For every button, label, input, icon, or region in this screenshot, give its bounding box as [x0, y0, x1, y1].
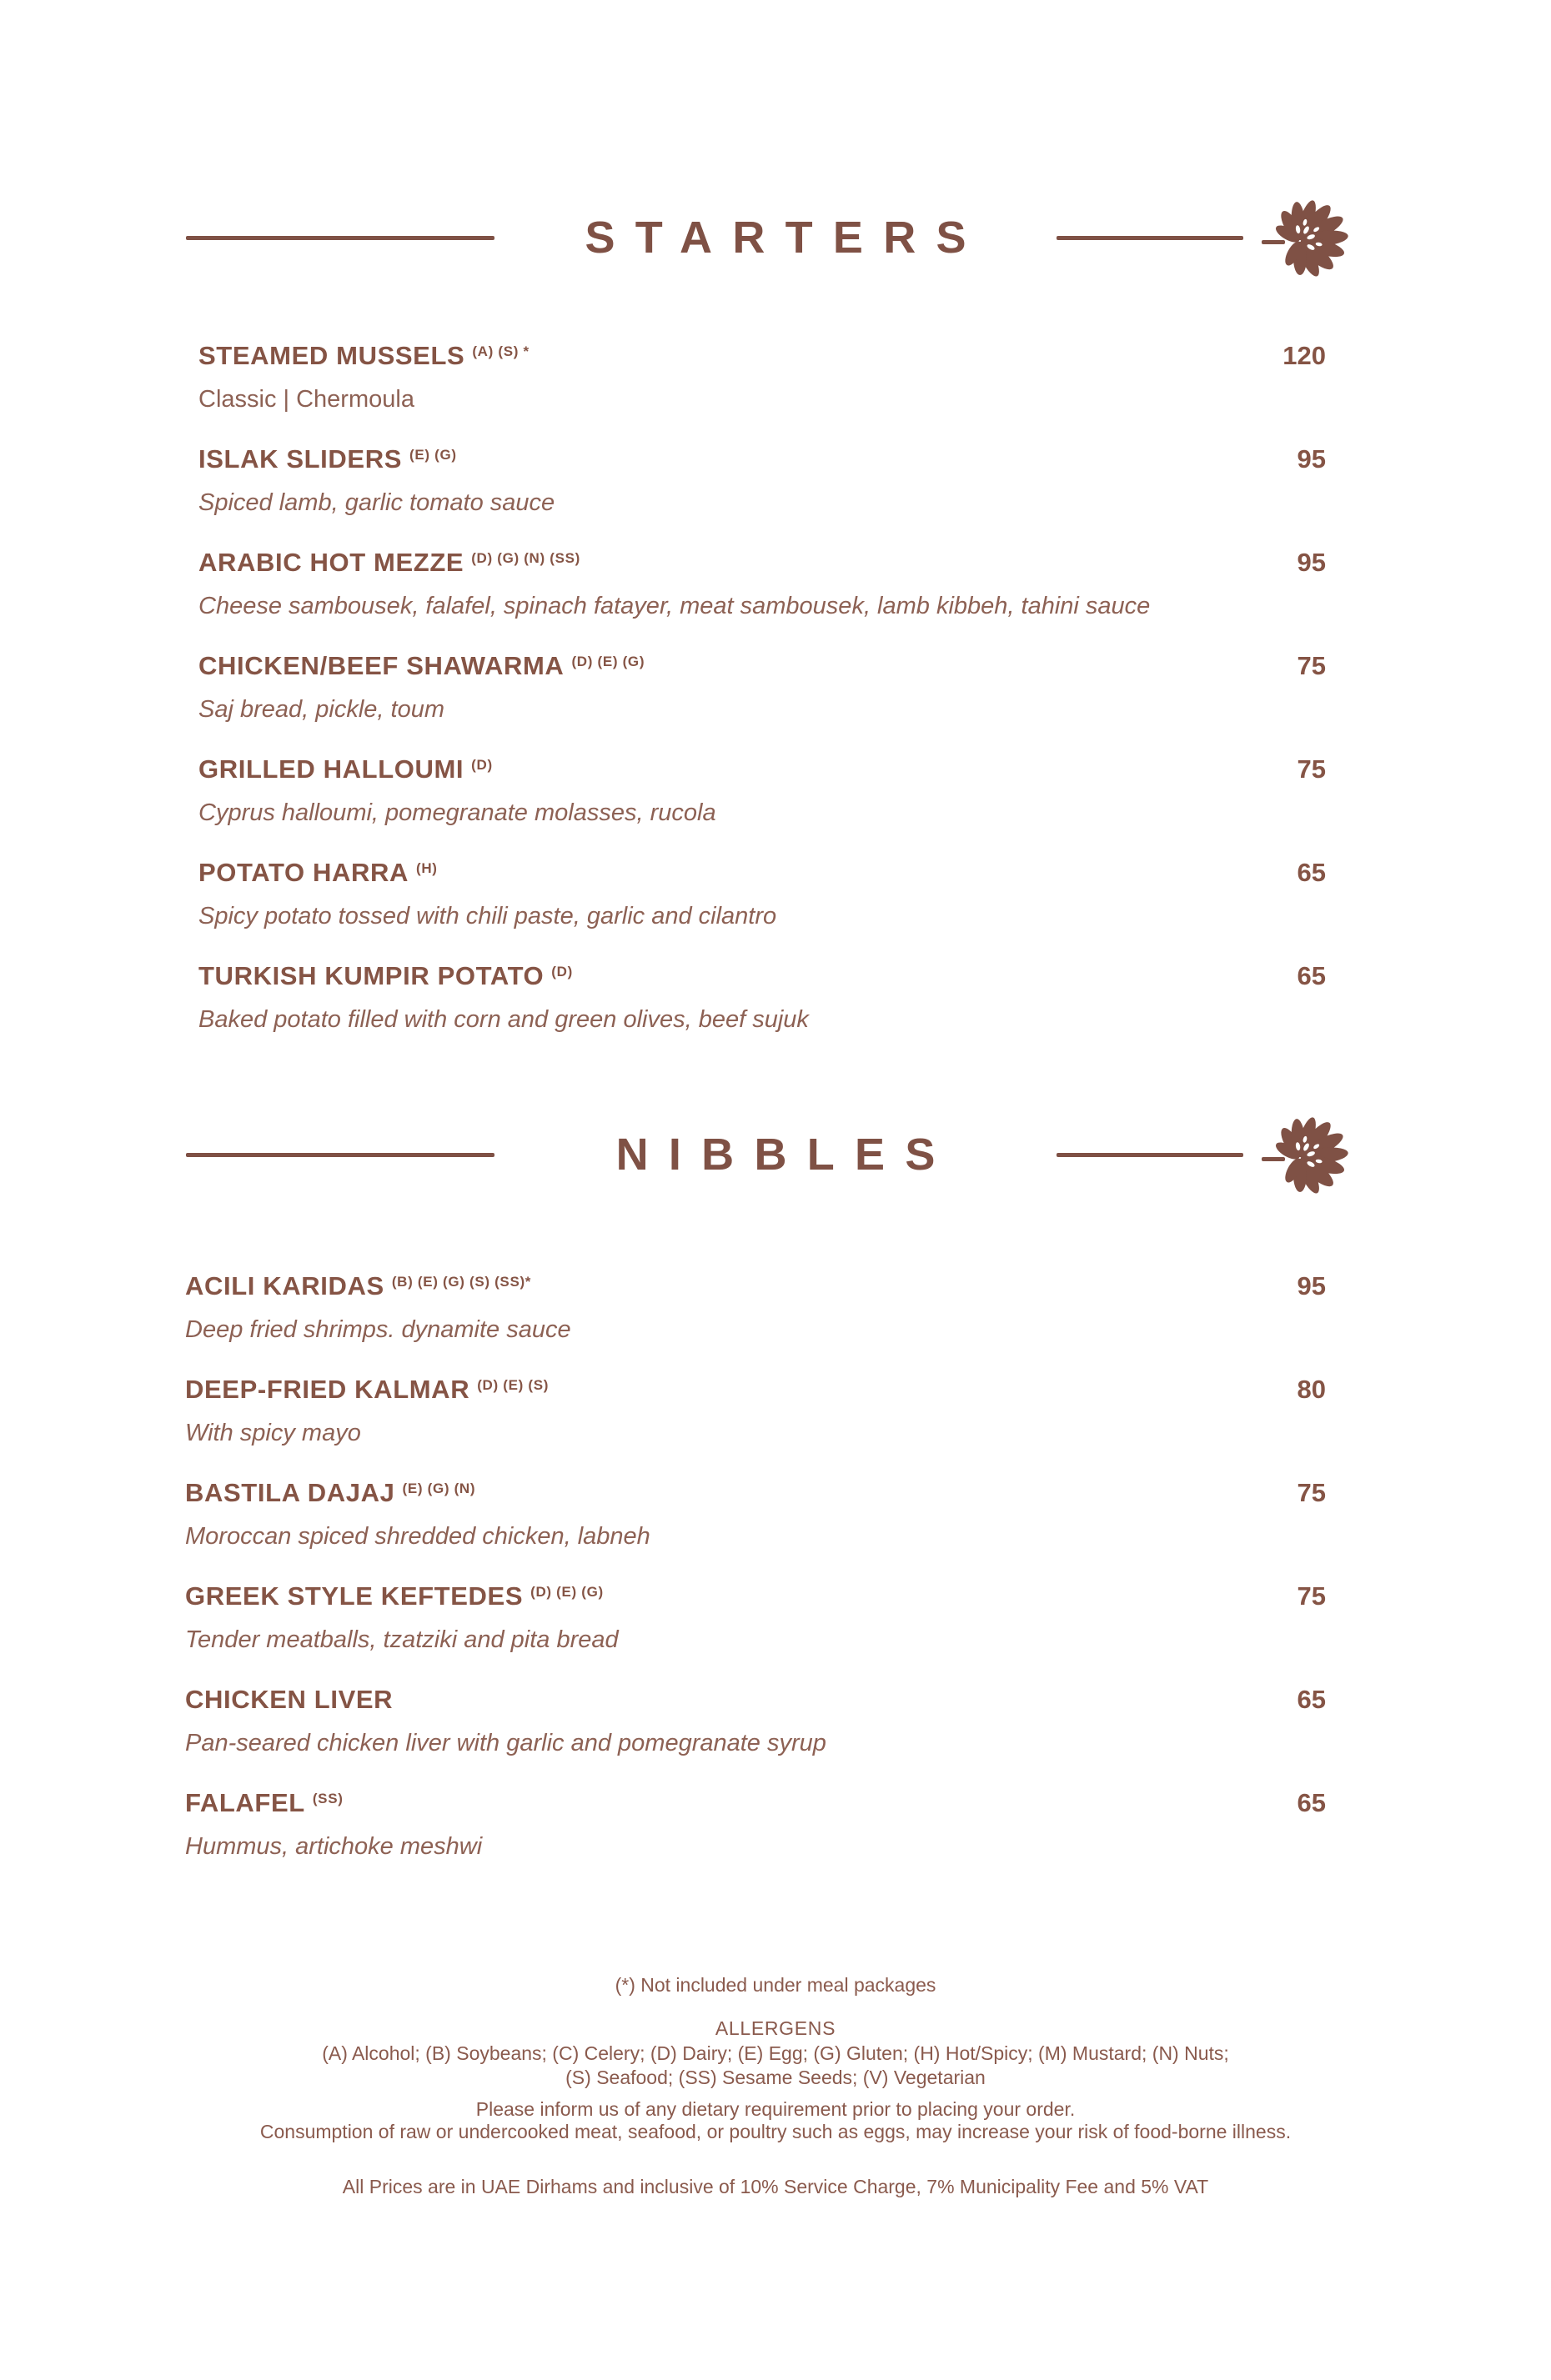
item-description: Spicy potato tossed with chili paste, garlic and cilantro	[198, 903, 777, 929]
menu-page	[0, 188, 1551, 2380]
item-price: 65	[1297, 1685, 1326, 1714]
item-name: POTATO HARRA $^{(H)}$	[198, 858, 438, 887]
menu-item	[185, 1788, 1326, 1861]
allergen-codes: (E) (G)	[409, 447, 457, 463]
item-description: Saj bread, pickle, toum	[198, 696, 444, 723]
allergen-legend-line-1: (A) Alcohol; (B) Soybeans; (C) Celery; (D) Dairy; (E) Egg; (G) Gluten; (H) Hot/Spicy; (M) Mustard; (N) Nuts;	[322, 2042, 1229, 2064]
header-rule-left	[186, 1153, 494, 1157]
item-name: TURKISH KUMPIR POTATO $^{(D)}$	[198, 961, 573, 990]
item-name: ACILI KARIDAS $^{(B) (E) (G) (S) (SS)*}$	[185, 1271, 532, 1300]
item-name: CHICKEN/BEEF SHAWARMA $^{(D) (E) (G)}$	[198, 651, 645, 680]
header-rule-right	[1057, 236, 1243, 240]
dietary-note: Please inform us of any dietary requirement prior to placing your order.	[475, 2098, 1076, 2120]
item-price: 65	[1297, 961, 1326, 990]
item-price: 75	[1297, 1478, 1326, 1507]
item-price: 75	[1297, 754, 1326, 784]
allergen-codes: (D) (E) (G)	[530, 1584, 604, 1600]
footer	[0, 1973, 1551, 2198]
item-description: Classic | Chermoula	[198, 386, 414, 413]
allergen-codes: (E) (G) (N)	[402, 1481, 476, 1496]
item-price: 65	[1297, 1788, 1326, 1817]
allergen-codes: (H)	[416, 860, 438, 876]
item-description: Hummus, artichoke meshwi	[185, 1833, 483, 1860]
item-description: Cheese sambousek, falafel, spinach fatayer, meat sambousek, lamb kibbeh, tahini sauce	[198, 593, 1151, 619]
section-title-starters: STARTERS	[585, 213, 986, 263]
allergen-codes: (D) (E) (G)	[571, 654, 645, 669]
allergen-codes: (D) (E) (S)	[477, 1377, 550, 1393]
menu-item	[198, 341, 1326, 413]
nibbles-items	[0, 1271, 1551, 1861]
menu-item	[198, 444, 1326, 517]
allergen-codes: (A) (S) *	[472, 343, 530, 359]
item-name: STEAMED MUSSELS $^{(A) (S) *}$	[198, 341, 530, 370]
item-name: DEEP-FRIED KALMAR $^{(D) (E) (S)}$	[185, 1375, 550, 1404]
allergen-codes: (D)	[471, 757, 493, 773]
item-description: Pan-seared chicken liver with garlic and pomegranate syrup	[185, 1730, 826, 1756]
menu-item	[198, 961, 1326, 1034]
nibbles-header	[186, 1105, 1362, 1205]
header-rule-right	[1057, 1153, 1243, 1157]
item-description: Baked potato filled with corn and green olives, beef sujuk	[198, 1006, 809, 1033]
item-description: Moroccan spiced shredded chicken, labneh	[185, 1523, 650, 1550]
item-price: 75	[1297, 651, 1326, 680]
item-description: Spiced lamb, garlic tomato sauce	[198, 489, 555, 516]
menu-item	[198, 754, 1326, 827]
section-nibbles	[0, 1105, 1551, 1861]
section-title-nibbles: NIBBLES	[615, 1130, 956, 1180]
item-price: 95	[1297, 1271, 1326, 1300]
item-name: GREEK STYLE KEFTEDES $^{(D) (E) (G)}$	[185, 1581, 604, 1611]
item-price: 65	[1297, 858, 1326, 887]
starters-items	[0, 341, 1551, 1034]
menu-item	[185, 1271, 1326, 1344]
menu-item	[198, 548, 1326, 620]
item-description: Tender meatballs, tzatziki and pita bread	[185, 1626, 619, 1653]
allergen-legend-line-2: (S) Seafood; (SS) Sesame Seeds; (V) Vegetarian	[565, 2067, 986, 2088]
item-price: 95	[1297, 548, 1326, 577]
item-price: 95	[1297, 444, 1326, 473]
monstera-leaf-icon	[1262, 191, 1362, 284]
allergen-codes: (SS)	[312, 1791, 344, 1806]
allergens-heading: ALLERGENS	[715, 2017, 836, 2039]
item-name: GRILLED HALLOUMI $^{(D)}$	[198, 754, 493, 784]
item-name: FALAFEL $^{(SS)}$	[185, 1788, 344, 1817]
item-name: ARABIC HOT MEZZE $^{(D) (G) (N) (SS)}$	[198, 548, 580, 577]
allergen-codes: (D) (G) (N) (SS)	[471, 550, 580, 566]
item-description: Deep fried shrimps. dynamite sauce	[185, 1316, 571, 1343]
allergen-codes: (D)	[551, 964, 573, 980]
item-name: ISLAK SLIDERS $^{(E) (G)}$	[198, 444, 457, 473]
menu-item	[185, 1375, 1326, 1447]
header-rule-left	[186, 236, 494, 240]
consumption-note: Consumption of raw or undercooked meat, seafood, or poultry such as eggs, may increase your risk of food-borne illness.	[259, 2121, 1292, 2142]
menu-item	[185, 1478, 1326, 1551]
item-description: Cyprus halloumi, pomegranate molasses, rucola	[198, 799, 716, 826]
item-price: 120	[1282, 341, 1326, 370]
pricing-note: All Prices are in UAE Dirhams and inclusive of 10% Service Charge, 7% Municipality Fee and 5% VAT	[342, 2176, 1209, 2197]
menu-item	[185, 1685, 1326, 1757]
item-name: BASTILA DAJAJ $^{(E) (G) (N)}$	[185, 1478, 476, 1507]
monstera-leaf-icon	[1262, 1108, 1362, 1201]
menu-item	[198, 858, 1326, 930]
menu-item	[198, 651, 1326, 724]
menu-item	[185, 1581, 1326, 1654]
item-price: 75	[1297, 1581, 1326, 1611]
allergen-codes: (B) (E) (G) (S) (SS)*	[391, 1274, 532, 1290]
starters-header	[186, 188, 1362, 288]
item-name: CHICKEN LIVER	[185, 1685, 394, 1714]
section-starters	[0, 188, 1551, 1034]
meal-package-footnote: (*) Not included under meal packages	[615, 1974, 936, 1996]
item-price: 80	[1297, 1375, 1326, 1404]
item-description: With spicy mayo	[185, 1420, 361, 1446]
